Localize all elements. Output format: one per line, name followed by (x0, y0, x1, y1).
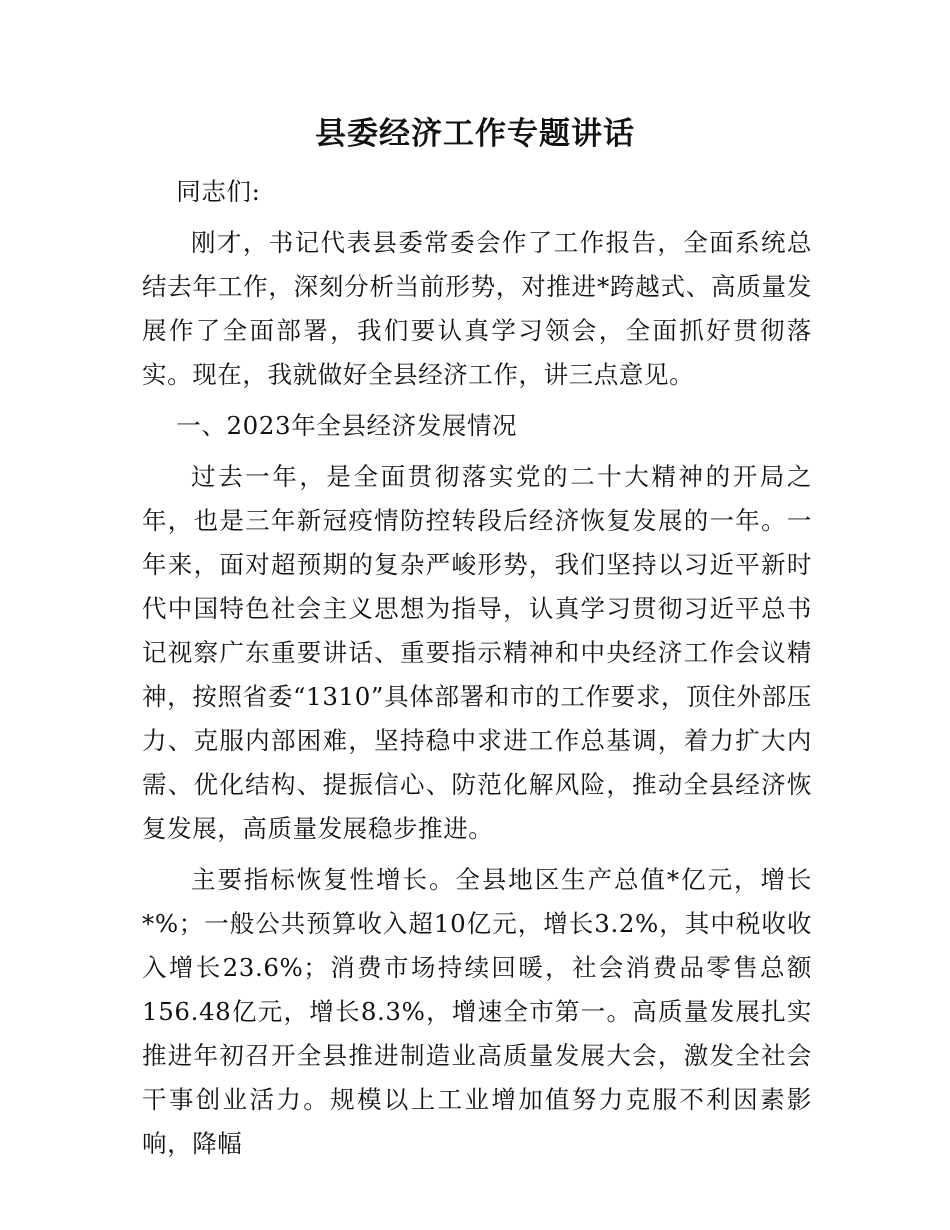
intro-paragraph: 刚才，书记代表县委常委会作了工作报告，全面系统总结去年工作，深刻分析当前形势，对推进*跨越式、高质量发展作了全面部署，我们要认真学习领会，全面抓好贯彻落实。现在，我就做好全县经济工作，讲三点意见。 (142, 228, 812, 389)
document-title: 县委经济工作专题讲话 (315, 116, 635, 152)
greeting: 同志们: (176, 177, 261, 206)
indicators-paragraph: 主要指标恢复性增长。全县地区生产总值*亿元，增长*%；一般公共预算收入超10亿元，增长3.2%，其中税收收入增长23.6%；消费市场持续回暖，社会消费品零售总额156.48亿元，增长8.3%，增速全市第一。高质量发展扎实推进年初召开全县推进制造业高质量发展大会，激发全社会干事创业活力。规模以上工业增加值努力克服不利因素影响，降幅 (142, 865, 812, 1158)
section-heading: 一、2023年全县经济发展情况 (176, 411, 518, 440)
document-body (142, 170, 812, 1166)
review-paragraph: 过去一年，是全面贯彻落实党的二十大精神的开局之年，也是三年新冠疫情防控转段后经济恢复发展的一年。一年来，面对超预期的复杂严峻形势，我们坚持以习近平新时代中国特色社会主义思想为指导，认真学习贯彻习近平总书记视察广东重要讲话、重要指示精神和中央经济工作会议精神，按照省委“1310”具体部署和市的工作要求，顶住外部压力、克服内部困难，坚持稳中求进工作总基调，着力扩大内需、优化结构、提振信心、防范化解风险，推动全县经济恢复发展，高质量发展稳步推进。 (142, 462, 812, 843)
